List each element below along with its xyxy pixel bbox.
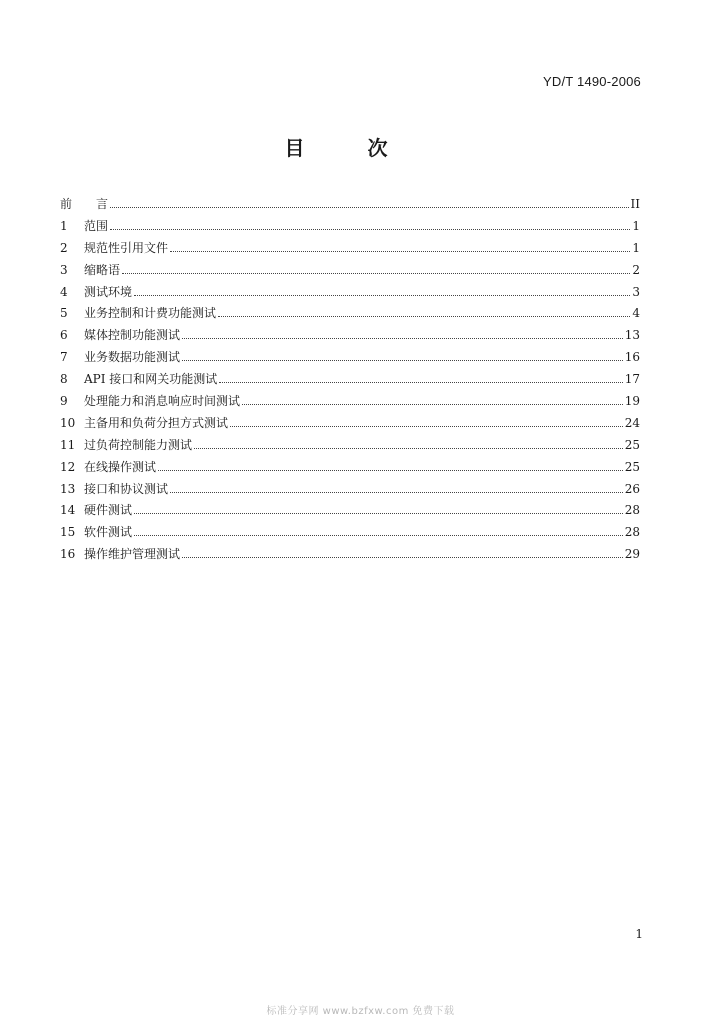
toc-entry-page: 1: [632, 218, 640, 233]
toc-entry[interactable]: [60, 325, 640, 347]
toc-entry-number: 16: [60, 547, 76, 562]
toc-entry-page: 13: [624, 328, 640, 343]
toc-entry-page: 1: [632, 240, 640, 255]
toc-dot-leader: [170, 250, 630, 252]
toc-entry-label: 接口和协议测试: [84, 481, 169, 496]
toc-dot-leader: [194, 447, 623, 449]
toc-dot-leader: [134, 294, 630, 296]
toc-entry[interactable]: [60, 391, 640, 413]
toc-entry-label: 操作维护管理测试: [84, 547, 181, 562]
toc-entry-number: 3: [60, 262, 68, 277]
toc-entry-number: 1: [60, 218, 68, 233]
toc-entry-number: 9: [60, 394, 68, 409]
toc-dot-leader: [110, 206, 629, 208]
toc-entry-label: 在线操作测试: [84, 459, 157, 474]
watermark-text: 标准分享网 www.bzfxw.com 免费下载: [266, 1006, 455, 1017]
toc-entry[interactable]: [60, 479, 640, 501]
toc-entry-label: 业务控制和计费功能测试: [84, 306, 217, 321]
toc-entry-label: 言: [96, 197, 109, 211]
toc-dot-leader: [219, 381, 622, 383]
toc-dot-leader: [230, 425, 623, 427]
toc-entry-label: API 接口和网关功能测试: [84, 372, 218, 387]
toc-entry[interactable]: [60, 194, 640, 216]
toc-entry-number: 8: [60, 372, 68, 387]
toc-entry-page: II: [630, 197, 640, 211]
toc-entry[interactable]: [60, 260, 640, 282]
toc-entry[interactable]: [60, 238, 640, 260]
toc-dot-leader: [110, 228, 630, 230]
toc-entry[interactable]: [60, 347, 640, 369]
toc-dot-leader: [242, 403, 623, 405]
toc-dot-leader: [182, 556, 623, 558]
toc-entry-page: 17: [624, 372, 640, 387]
toc-dot-leader: [158, 469, 623, 471]
toc-entry-page: 28: [624, 525, 640, 540]
toc-entry[interactable]: [60, 369, 640, 391]
toc-entry-label: 规范性引用文件: [84, 240, 169, 255]
toc-entry[interactable]: [60, 457, 640, 479]
toc-dot-leader: [218, 315, 630, 317]
toc-entry-page: 16: [624, 350, 640, 365]
toc-entry-label: 主备用和负荷分担方式测试: [84, 415, 229, 430]
toc-entry-label: 处理能力和消息响应时间测试: [84, 394, 241, 409]
toc-entry[interactable]: [60, 544, 640, 566]
toc-dot-leader: [182, 359, 623, 361]
toc-entry-number: 14: [60, 503, 76, 518]
toc-entry-number: 4: [60, 284, 68, 299]
toc-entry-label: 缩略语: [84, 262, 121, 277]
toc-entry-page: 24: [624, 415, 640, 430]
toc-entry[interactable]: [60, 500, 640, 522]
toc-entry-label: 测试环境: [84, 284, 133, 299]
toc-dot-leader: [182, 337, 623, 339]
toc-entry-label: 媒体控制功能测试: [84, 328, 181, 343]
toc-entry-page: 26: [624, 481, 640, 496]
toc-entry[interactable]: [60, 413, 640, 435]
toc-entry-number: 2: [60, 240, 68, 255]
toc-entry-label: 软件测试: [84, 525, 133, 540]
toc-entry[interactable]: [60, 282, 640, 304]
toc-entry-label: 范围: [84, 218, 109, 233]
toc-entry[interactable]: [60, 303, 640, 325]
toc-entry[interactable]: [60, 522, 640, 544]
toc-entry-number: 前: [60, 197, 73, 211]
toc-dot-leader: [122, 272, 630, 274]
table-of-contents: [60, 194, 640, 566]
toc-entry[interactable]: [60, 435, 640, 457]
toc-dot-leader: [134, 534, 623, 536]
toc-entry-label: 业务数据功能测试: [84, 350, 181, 365]
toc-entry-page: 29: [624, 547, 640, 562]
toc-entry-number: 5: [60, 306, 68, 321]
toc-entry-page: 25: [624, 459, 640, 474]
toc-entry-number: 11: [60, 437, 76, 452]
toc-dot-leader: [170, 491, 623, 493]
toc-dot-leader: [134, 512, 623, 514]
toc-entry-number: 7: [60, 350, 68, 365]
toc-entry-number: 15: [60, 525, 76, 540]
toc-entry-page: 4: [632, 306, 640, 321]
toc-entry-label: 硬件测试: [84, 503, 133, 518]
toc-entry-label: 过负荷控制能力测试: [84, 437, 193, 452]
toc-entry-number: 10: [60, 415, 76, 430]
toc-entry-number: 13: [60, 481, 76, 496]
toc-entry[interactable]: [60, 216, 640, 238]
toc-entry-number: 6: [60, 328, 68, 343]
toc-title: 目 次: [284, 136, 416, 160]
toc-entry-page: 2: [632, 262, 640, 277]
toc-entry-page: 3: [632, 284, 640, 299]
toc-entry-number: 12: [60, 459, 76, 474]
toc-entry-page: 19: [624, 394, 640, 409]
toc-entry-page: 25: [624, 437, 640, 452]
document-code: YD/T 1490-2006: [543, 74, 641, 89]
page-number: 1: [635, 927, 643, 941]
toc-entry-page: 28: [624, 503, 640, 518]
